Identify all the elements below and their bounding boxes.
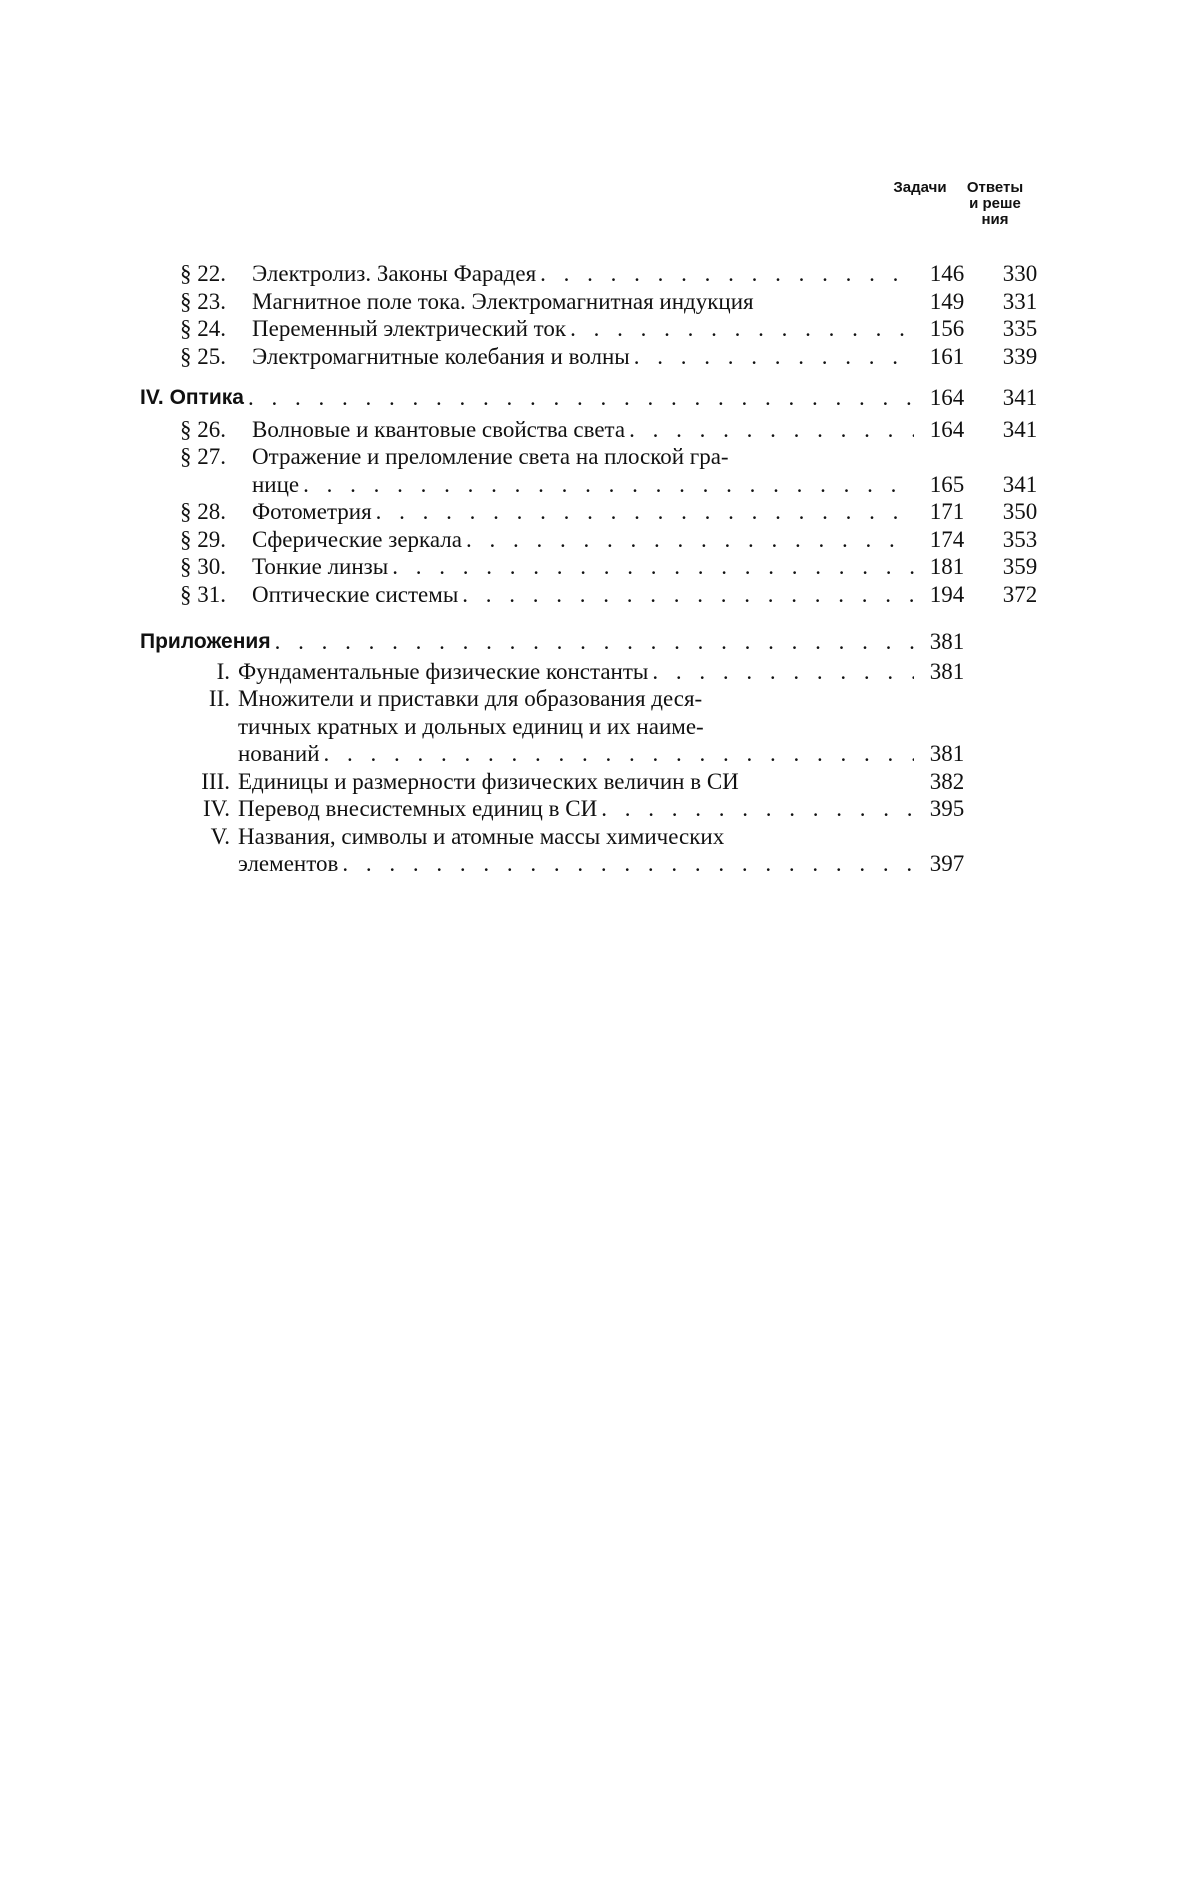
answers-page: 341 — [1002, 416, 1038, 442]
answers-header-line: ния — [981, 211, 1009, 228]
answers-page: 350 — [1002, 499, 1038, 524]
answers-header-line: и реше — [969, 195, 1021, 212]
section-number: § 24. — [180, 316, 226, 341]
appendix-page: 382 — [929, 768, 965, 794]
leader-dots — [566, 315, 914, 343]
toc-entry[interactable] — [140, 315, 1060, 343]
section-number: § 31. — [180, 581, 226, 607]
tasks-page: 164 — [929, 385, 965, 410]
appendix-entry-title: Фундаментальные физические константы — [238, 658, 649, 684]
tasks-page: 171 — [929, 499, 965, 524]
toc-entry[interactable] — [140, 526, 1060, 554]
appendix-entry-continuation[interactable] — [140, 713, 1060, 741]
tasks-page: 156 — [929, 316, 965, 341]
appendix-entry-title: Перевод внесистемных единиц в СИ — [238, 796, 598, 821]
appendix-heading-group — [140, 628, 1060, 656]
section-number: § 23. — [180, 288, 226, 314]
answers-page: 331 — [1002, 288, 1038, 314]
answers-page: 330 — [1002, 261, 1038, 286]
part-title: IV. Оптика — [140, 386, 244, 409]
appendix-page: 381 — [929, 741, 965, 766]
appendix-number: III. — [201, 768, 230, 794]
answers-column-header — [952, 180, 1038, 228]
section-title-continuation: нице — [252, 471, 300, 497]
leader-dots — [458, 581, 914, 609]
part3-section-list — [140, 260, 1060, 370]
section-title: Отражение и преломление света на плоской гра- — [252, 444, 729, 469]
tasks-page: 164 — [929, 416, 965, 442]
section-title: Магнитное поле тока. Электромагнитная индукция — [252, 288, 754, 314]
answers-page: 339 — [1002, 343, 1038, 369]
appendix-entry[interactable] — [140, 823, 1060, 851]
tasks-page: 161 — [929, 343, 965, 369]
appendix-entry-title: Множители и приставки для образования деся- — [238, 686, 703, 711]
column-headers — [140, 180, 1060, 260]
appendix-entry-title-continuation: элементов — [238, 851, 339, 876]
answers-page: 359 — [1002, 554, 1038, 579]
section-number: § 27. — [180, 444, 226, 469]
leader-dots — [625, 416, 914, 444]
section-title: Электролиз. Законы Фарадея — [252, 261, 537, 286]
leader-dots — [244, 384, 914, 412]
tasks-page: 174 — [929, 526, 965, 552]
section-title: Переменный электрический ток — [252, 316, 567, 341]
section-number: § 28. — [180, 499, 226, 524]
answers-page: 372 — [1002, 581, 1038, 607]
appendix-number: II. — [208, 686, 230, 711]
section-title: Волновые и квантовые свойства света — [252, 416, 626, 442]
appendix-entry[interactable] — [140, 768, 1060, 796]
table-of-contents — [140, 180, 1060, 892]
section-title: Оптические системы — [252, 581, 459, 607]
appendix-page: 381 — [929, 629, 965, 654]
appendix-entry[interactable] — [140, 795, 1060, 823]
toc-entry[interactable] — [140, 498, 1060, 526]
section-number: § 30. — [180, 554, 226, 579]
answers-page: 341 — [1002, 471, 1038, 497]
toc-entry[interactable] — [140, 343, 1060, 371]
tasks-page: 149 — [929, 288, 965, 314]
section-number: § 25. — [180, 343, 226, 369]
answers-page: 353 — [1002, 526, 1038, 552]
appendix-entry-title: Единицы и размерности физических величин в СИ — [238, 768, 739, 794]
section-number: § 22. — [180, 261, 226, 286]
leader-dots — [536, 260, 914, 288]
section-number: § 26. — [180, 416, 226, 442]
appendix-number: V. — [210, 823, 230, 849]
appendix-entry-title-continuation: нований — [238, 741, 320, 766]
appendix-entry-continuation[interactable] — [140, 740, 1060, 768]
answers-header-line: Ответы — [966, 179, 1024, 196]
appendix-entry-title-continuation: тичных кратных и дольных единиц и их наиме- — [238, 713, 704, 739]
section-title: Сферические зеркала — [252, 526, 462, 552]
leader-dots — [597, 795, 914, 823]
section-number: § 29. — [180, 526, 226, 552]
appendix-page: 397 — [929, 851, 965, 876]
appendix-title: Приложения — [140, 630, 271, 653]
leader-dots — [271, 628, 914, 656]
toc-entry[interactable] — [140, 581, 1060, 609]
toc-entry[interactable] — [140, 553, 1060, 581]
leader-dots — [299, 471, 914, 499]
appendix-page: 381 — [929, 658, 965, 684]
appendix-heading[interactable] — [140, 628, 1060, 656]
section-title: Тонкие линзы — [252, 554, 389, 579]
part4-heading-group — [140, 384, 1060, 412]
part4-section-list — [140, 416, 1060, 609]
leader-dots — [388, 553, 914, 581]
answers-page: 341 — [1002, 385, 1038, 410]
part-heading[interactable] — [140, 384, 1060, 412]
tasks-page: 165 — [929, 471, 965, 497]
appendix-list — [140, 658, 1060, 878]
section-title: Фотометрия — [252, 499, 372, 524]
toc-entry[interactable] — [140, 288, 1060, 316]
answers-page: 335 — [1002, 316, 1038, 341]
appendix-number: IV. — [202, 796, 230, 821]
tasks-column-header: Задачи — [893, 179, 947, 196]
toc-entry-continuation[interactable] — [140, 471, 1060, 499]
leader-dots — [648, 658, 914, 686]
appendix-entry[interactable] — [140, 658, 1060, 686]
tasks-page: 194 — [929, 581, 965, 607]
toc-entry[interactable] — [140, 416, 1060, 444]
section-title: Электромагнитные колебания и волны — [252, 343, 630, 369]
appendix-entry-continuation[interactable] — [140, 850, 1060, 878]
appendix-entry[interactable] — [140, 685, 1060, 713]
leader-dots — [338, 850, 914, 878]
toc-entry[interactable] — [140, 260, 1060, 288]
tasks-page: 181 — [929, 554, 965, 579]
leader-dots — [320, 740, 915, 768]
leader-dots — [462, 526, 914, 554]
appendix-page: 395 — [929, 796, 965, 821]
leader-dots — [630, 343, 914, 371]
appendix-number: I. — [216, 658, 230, 684]
appendix-entry-title: Названия, символы и атомные массы химических — [238, 823, 725, 849]
leader-dots — [372, 498, 914, 526]
tasks-page: 146 — [929, 261, 965, 286]
toc-entry[interactable] — [140, 443, 1060, 471]
